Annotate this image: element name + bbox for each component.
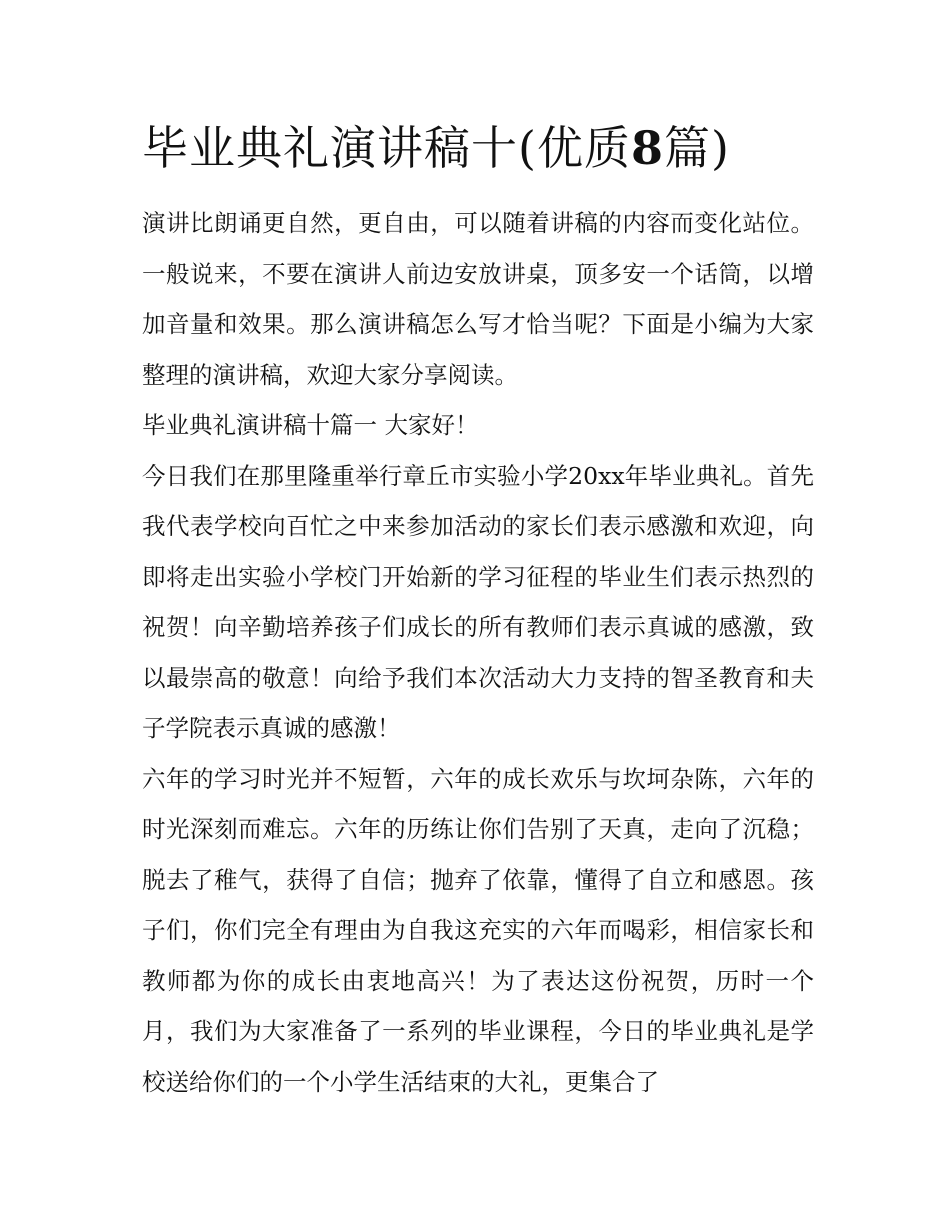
paragraph-six-years: 六年的学习时光并不短暂，六年的成长欢乐与坎坷杂陈，六年的时光深刻而难忘。六年的历练让你们告别了天真，走向了沉稳；脱去了稚气，获得了自信；抛弃了依靠，懂得了自立和感恩。孩子们，你们完全有理由为自我这充实的六年而喝彩，相信家长和教师都为你的成长由衷地高兴！为了表达这份祝贺，历时一个月，我们为大家准备了一系列的毕业课程，今日的毕业典礼是学校送给你们的一个小学生活结束的大礼，更集合了: [142, 764, 814, 1096]
document-body: [142, 198, 814, 1107]
paragraph-welcome: 今日我们在那里隆重举行章丘市实验小学20xx年毕业典礼。首先我代表学校向百忙之中来参加活动的家长们表示感激和欢迎，向即将走出实验小学校门开始新的学习征程的毕业生们表示热烈的祝贺！向辛勤培养孩子们成长的所有教师们表示真诚的感激，致以最崇高的敬意！向给予我们本次活动大力支持的智圣教育和夫子学院表示真诚的感激！: [142, 461, 814, 742]
document-title: [142, 112, 814, 184]
title-text-part2: 篇): [663, 121, 730, 175]
paragraph-section-heading: 毕业典礼演讲稿十篇一 大家好！: [142, 411, 479, 439]
paragraph-intro: 演讲比朗诵更自然，更自由，可以随着讲稿的内容而变化站位。一般说来，不要在演讲人前边安放讲桌，顶多安一个话筒，以增加音量和效果。那么演讲稿怎么写才恰当呢？下面是小编为大家整理的演讲稿，欢迎大家分享阅读。: [142, 209, 814, 389]
document-page: [142, 112, 814, 1107]
title-number: 8: [630, 121, 664, 175]
title-text-part1: 毕业典礼演讲稿十(优质: [142, 121, 631, 175]
